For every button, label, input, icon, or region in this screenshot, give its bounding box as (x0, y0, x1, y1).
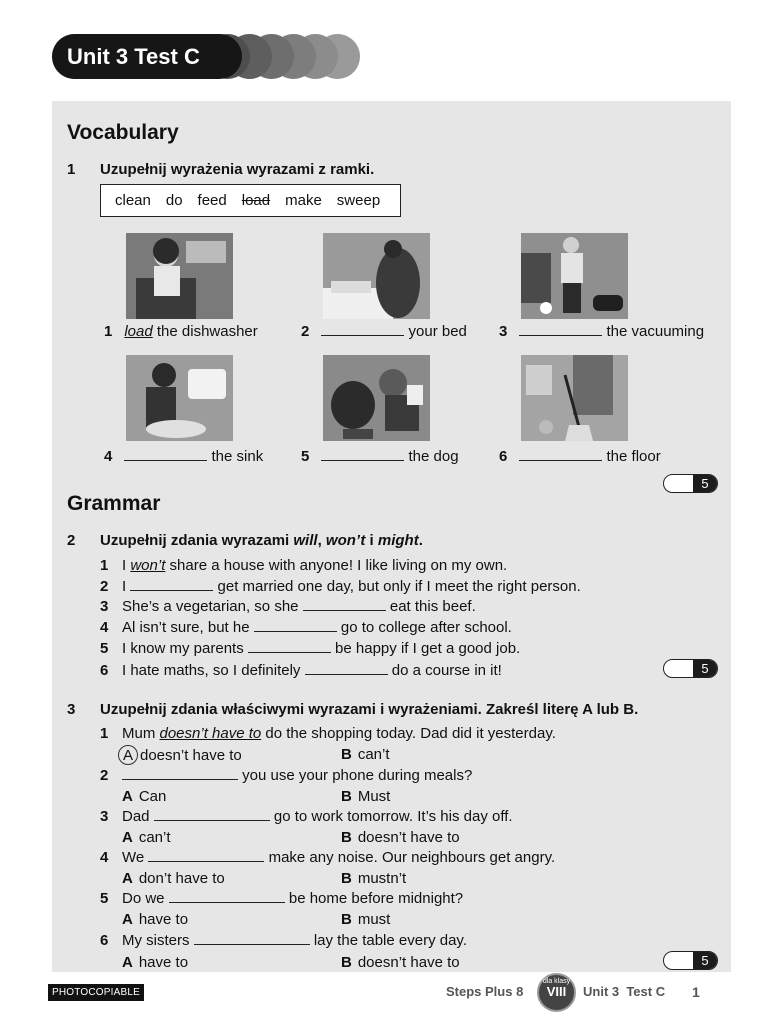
dog-picture (323, 355, 430, 441)
vocab-item: 6 the floor (499, 448, 661, 465)
word-option: sweep (336, 192, 381, 209)
footer-unit: Unit 3 Test C (583, 984, 666, 999)
option-b[interactable]: B mustn’t (341, 870, 407, 887)
word-option: do (165, 192, 183, 209)
option-a[interactable]: A have to (122, 911, 189, 928)
question-instruction: Uzupełnij wyrażenia wyrazami z ramki. (100, 161, 375, 178)
vacuuming-picture (521, 233, 628, 319)
photocopiable-badge: PHOTOCOPIABLE (48, 984, 144, 1001)
option-a[interactable]: A don’t have to (122, 870, 225, 887)
option-b[interactable]: B must (341, 911, 391, 928)
question-instruction: Uzupełnij zdania właściwymi wyrazami i wyrażeniami. Zakreśl literę A lub B. (100, 701, 639, 718)
dishwasher-picture (126, 233, 233, 319)
vocab-item: 1 load the dishwasher (104, 323, 258, 340)
circled-answer: A (118, 745, 138, 765)
broom-picture (521, 355, 628, 441)
question-instruction: Uzupełnij zdania wyrazami will, won’t i might. (100, 532, 423, 549)
question-number: 2 (67, 532, 76, 549)
option-a[interactable]: A Can (122, 788, 167, 805)
question-number: 1 (67, 161, 76, 178)
page-number: 1 (692, 984, 700, 1000)
option-b[interactable]: B Must (341, 788, 391, 805)
sink-picture (126, 355, 233, 441)
vocab-item: 4 the sink (104, 448, 264, 465)
score-box: 5 (663, 951, 718, 970)
vocab-item: 2 your bed (301, 323, 467, 340)
bed-picture (323, 233, 430, 319)
grammar-heading: Grammar (67, 492, 161, 515)
option-b[interactable]: B doesn’t have to (341, 954, 460, 971)
word-option-struck: load (241, 192, 271, 209)
word-option: feed (197, 192, 227, 209)
option-b[interactable]: B doesn’t have to (341, 829, 460, 846)
word-box (100, 184, 401, 217)
vocab-item: 3 the vacuuming (499, 323, 705, 340)
series-name: Steps Plus 8 (446, 984, 524, 999)
vocab-item: 5 the dog (301, 448, 459, 465)
question-number: 3 (67, 701, 76, 718)
score-box: 5 (663, 474, 718, 493)
option-a[interactable]: A have to (122, 954, 189, 971)
page-title: Unit 3 Test C (52, 34, 242, 79)
option-a[interactable]: A can’t (122, 829, 171, 846)
vocabulary-heading: Vocabulary (67, 121, 179, 144)
class-seal-icon: dla klasy VIII (537, 973, 576, 1012)
option-a[interactable]: A doesn’t have to (122, 745, 242, 765)
option-b[interactable]: B can’t (341, 746, 390, 763)
word-option: clean (115, 192, 151, 209)
score-box: 5 (663, 659, 718, 678)
word-option: make (285, 192, 322, 209)
